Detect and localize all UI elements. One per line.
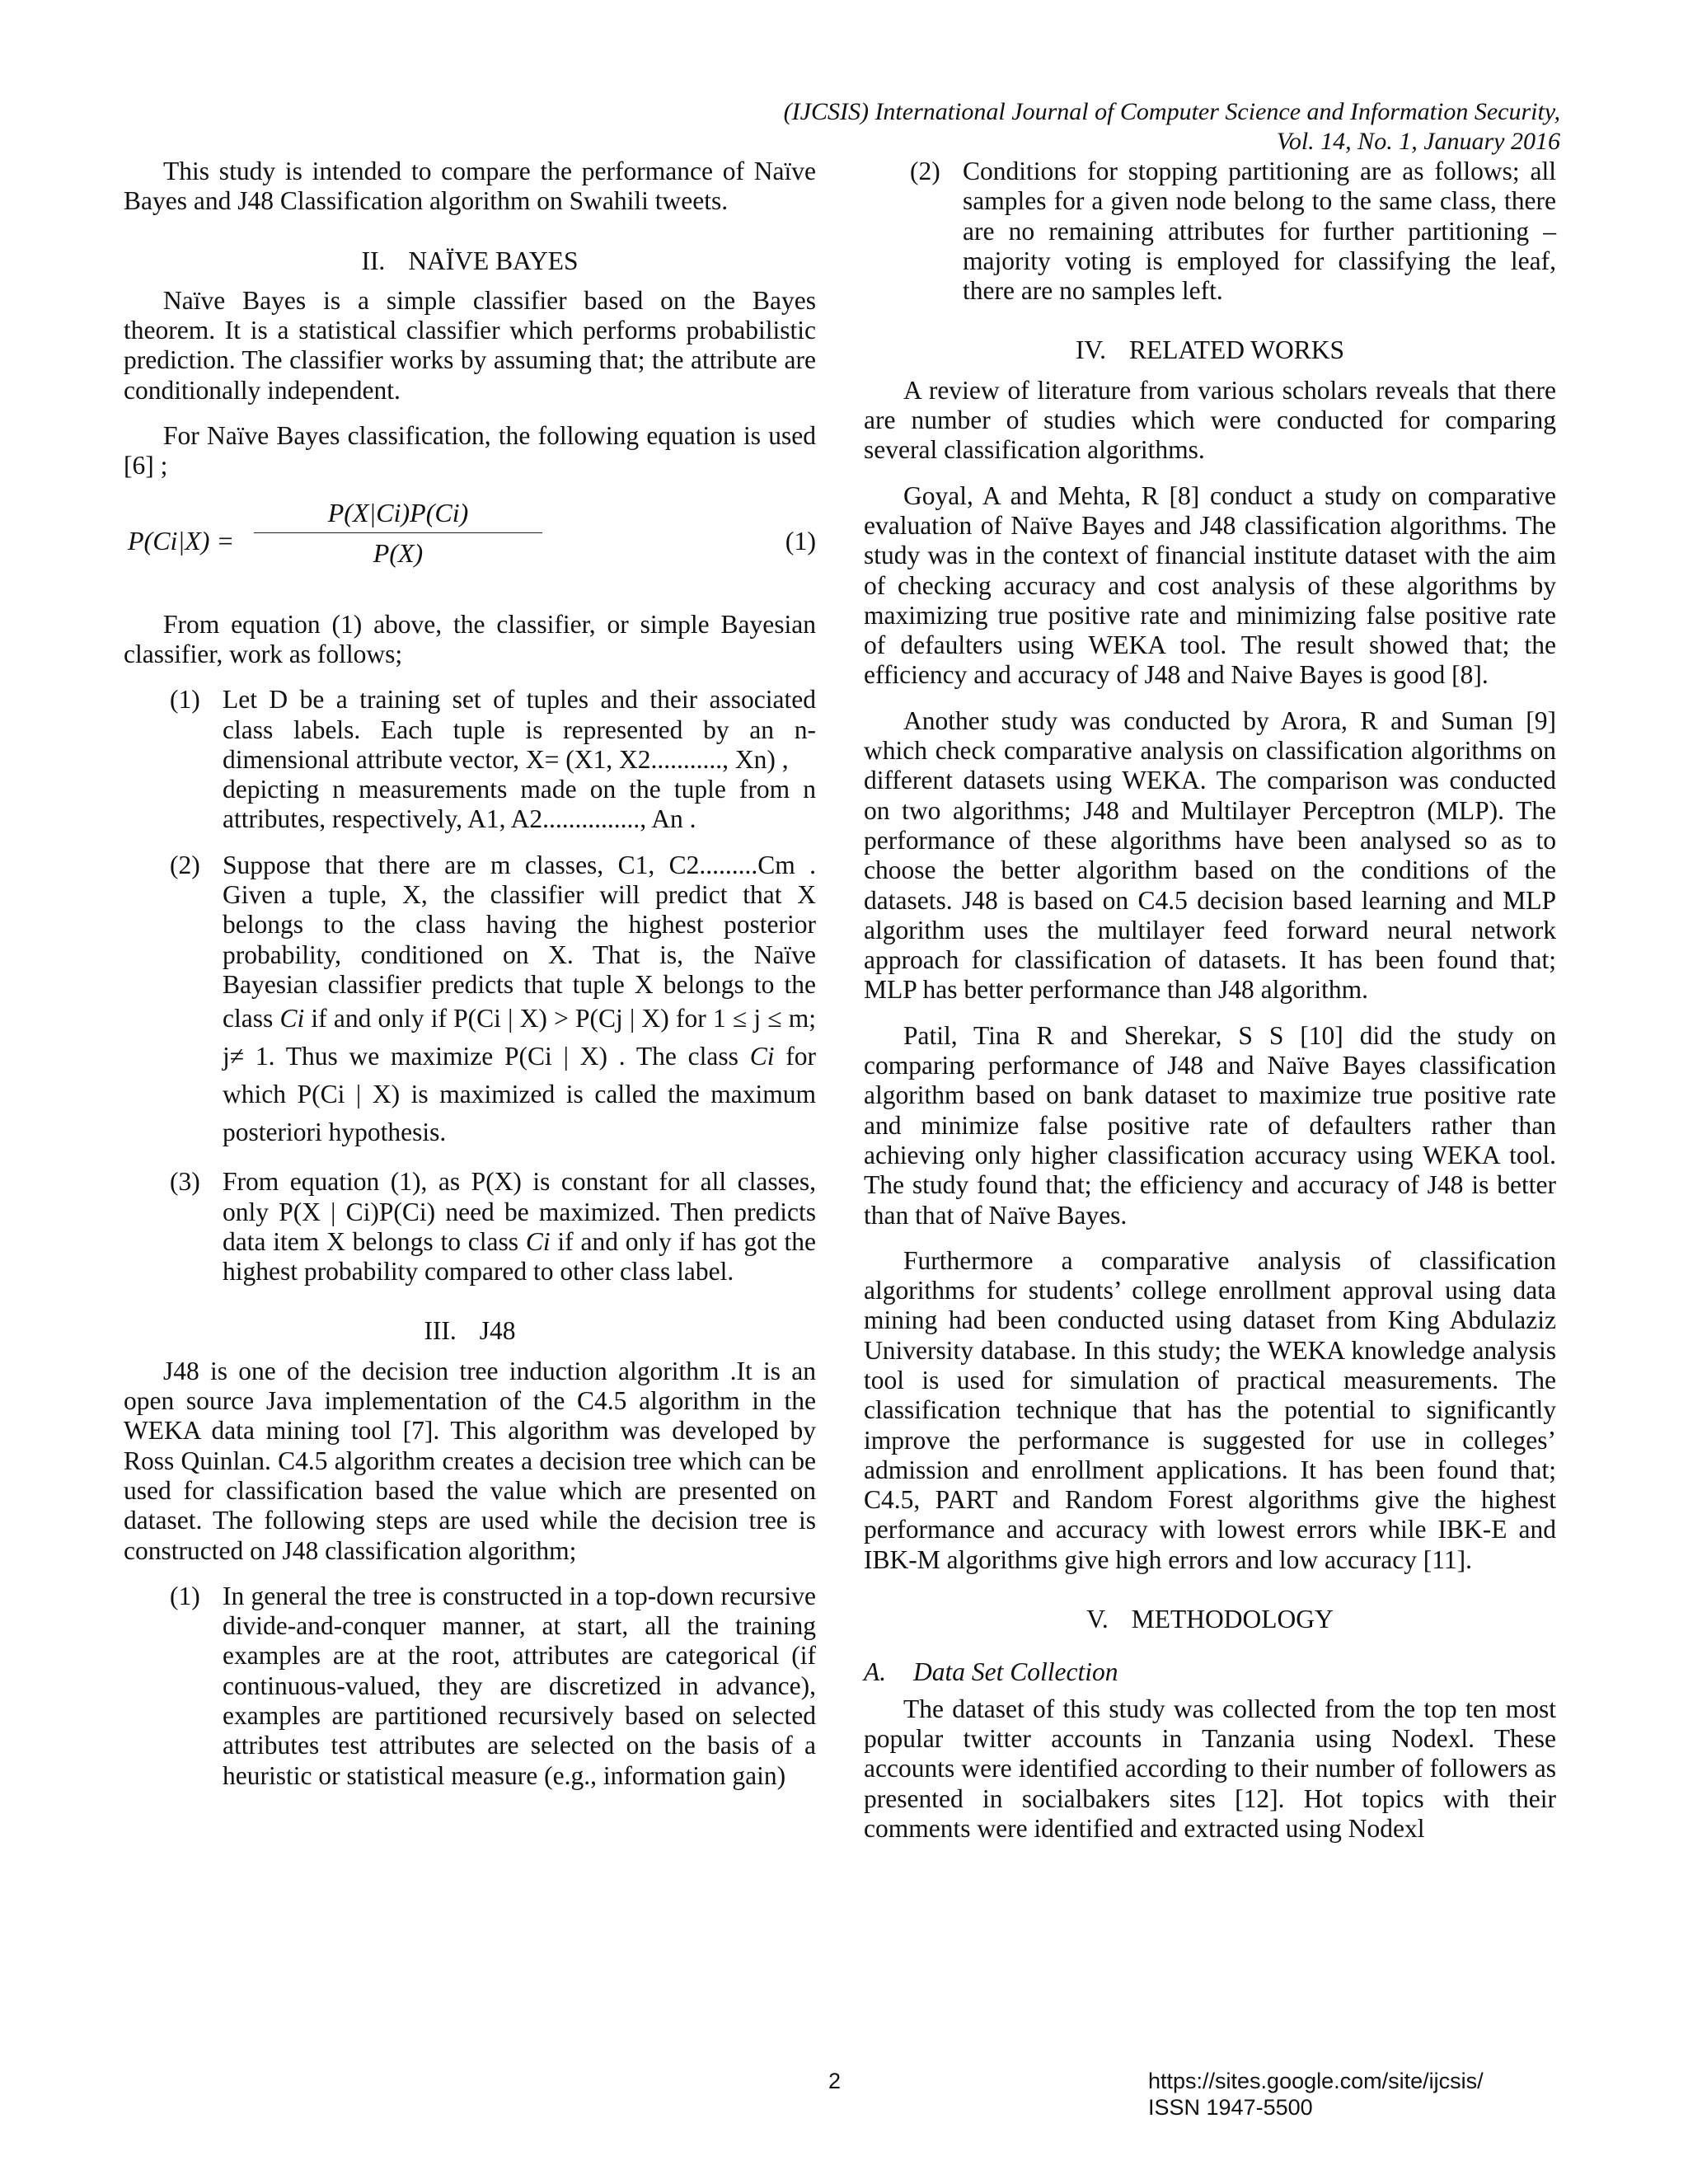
subsection-heading-data-set-collection — [864, 1657, 1556, 1687]
paragraph: For Naïve Bayes classification, the following equation is used [6] ; — [124, 421, 816, 480]
section-title: METHODOLOGY — [1131, 1605, 1334, 1634]
section-heading-related-works — [864, 335, 1556, 365]
paragraph: A review of literature from various scholars reveals that there are number of studies which were conducted for comparing several classification algorithms. — [864, 375, 1556, 465]
math-symbol: Ci — [279, 1004, 305, 1033]
list-item-text: Suppose that there are m classes, C1, C2.........Cm . Given a tuple, X, the classifier will predict that X belongs to the class having the highest posterior probability, conditioned on X. That is, the Naïve Bayesian classifier predicts that tuple X belongs to the class — [223, 850, 816, 1033]
list-item-text: if and only if P(Ci | X) > P(Cj | X) for 1 ≤ j ≤ m; j≠ 1. Thus we maximize P(Ci | X) . The class — [223, 1004, 817, 1071]
journal-volume: Vol. 14, No. 1, January 2016 — [1276, 128, 1560, 155]
right-column — [864, 157, 1556, 1844]
equation-fraction — [254, 494, 542, 569]
equation-lhs: P(Ci|X) = — [128, 525, 235, 555]
list-item-text: From equation (1), as P(X) is constant for all classes, only P(X | Ci)P(Ci) need be maximized. Then predicts data item X belongs to class — [223, 1167, 816, 1256]
issn: ISSN 1947-5500 — [1148, 2095, 1313, 2120]
subsection-title: Data Set Collection — [913, 1657, 1118, 1687]
paragraph: Naïve Bayes is a simple classifier based on the Bayes theorem. It is a statistical classifier which performs probabilistic prediction. The classifier works by assuming that; the attribute are conditionally independent. — [124, 285, 816, 405]
list-item-number: (1) — [170, 1581, 200, 1610]
subsection-label: A. — [864, 1657, 887, 1687]
intro-paragraph: This study is intended to compare the performance of Naïve Bayes and J48 Classification algorithm on Swahili tweets. — [124, 157, 816, 216]
list-item — [124, 1167, 816, 1286]
paragraph: J48 is one of the decision tree induction algorithm .It is an open source Java implementation of the C4.5 algorithm in the WEKA data mining tool [7]. This algorithm was developed by Ross Quinlan. C4.5 algorithm creates a decision tree which can be used for classification based the value which are presented on dataset. The following steps are used while the decision tree is constructed on J48 classification algorithm; — [124, 1356, 816, 1565]
paragraph: The dataset of this study was collected from the top ten most popular twitter accounts in Tanzania using Nodexl. These accounts were identified according to their number of followers as presented in socialbakers sites [12]. Hot topics with their comments were identified and extracted using Nodexl — [864, 1694, 1556, 1843]
section-title: J48 — [479, 1316, 516, 1346]
section-number: IV. — [1075, 335, 1106, 365]
math-symbol: Ci — [525, 1226, 551, 1256]
section-title: RELATED WORKS — [1129, 335, 1345, 365]
paragraph: Furthermore a comparative analysis of classification algorithms for students’ college enrollment approval using data mining had been conducted using dataset from King Abdulaziz University database. In this study; the WEKA knowledge analysis tool is used for simulation of practical measurements. The classification technique that has the potential to significantly improve the performance is suggested for use in colleges’ admission and enrollment applications. It has been found that; C4.5, PART and Random Forest algorithms give the highest performance and accuracy with lowest errors while IBK-E and IBK-M algorithms give high errors and low accuracy [11]. — [864, 1245, 1556, 1574]
section-heading-j48 — [124, 1316, 816, 1346]
list-item-text: for which P(Ci | X) is maximized is called the maximum posteriori hypothesis. — [223, 1042, 817, 1147]
section-number: II. — [361, 246, 386, 275]
list-item-number: (2) — [170, 850, 200, 879]
list-item-number: (2) — [910, 157, 940, 185]
section-number: V. — [1086, 1605, 1109, 1634]
page-number: 2 — [828, 2069, 842, 2093]
footer-info — [1148, 2068, 1484, 2121]
list-item — [124, 1582, 816, 1791]
journal-url: https://sites.google.com/site/ijcsis/ — [1148, 2069, 1484, 2093]
journal-header — [784, 97, 1560, 157]
paragraph: Patil, Tina R and Sherekar, S S [10] did the study on comparing performance of J48 and Naïve Bayes classification algorithm based on bank dataset to maximize true positive rate and minimize false positive rate of defaulters rather than achieving only higher classification accuracy using WEKA tool. The study found that; the efficiency and accuracy of J48 is better than that of Naïve Bayes. — [864, 1020, 1556, 1230]
paragraph: Goyal, A and Mehta, R [8] conduct a study on comparative evaluation of Naïve Bayes and J48 classification algorithms. The study was in the context of financial institute dataset with the aim of checking accuracy and cost analysis of these algorithms by maximizing true positive rate and minimizing false positive rate of defaulters using WEKA tool. The result showed that; the efficiency and accuracy of J48 and Naive Bayes is good [8]. — [864, 480, 1556, 690]
list-item — [124, 851, 816, 1151]
equation-number: (1) — [785, 525, 816, 555]
list-item — [864, 157, 1556, 306]
section-number: III. — [424, 1316, 457, 1346]
list-item-text: depicting n measurements made on the tuple from n attributes, respectively, A1, A2..............., An . — [223, 775, 816, 834]
naive-bayes-steps — [124, 685, 816, 1286]
j48-steps — [124, 1582, 816, 1791]
list-item-text: if and only if has got the highest probability compared to other class label. — [223, 1226, 817, 1286]
section-title: NAÏVE BAYES — [408, 246, 579, 275]
list-item-text: In general the tree is constructed in a top-down recursive divide-and-conquer manner, at start, all the training examples are at the root, attributes are categorical (if continuous-valued, they are discretized in advance), examples are partitioned recursively based on selected attributes test attributes are selected on the basis of a heuristic or statistical measure (e.g., information gain) — [223, 1581, 816, 1790]
equation-denominator: P(X) — [373, 537, 424, 568]
list-item-text: Let D be a training set of tuples and their associated class labels. Each tuple is represented by an n-dimensional attribute vector, X= (X1, X2..........., Xn) , — [223, 685, 816, 774]
paragraph: Another study was conducted by Arora, R and Suman [9] which check comparative analysis on classification algorithms on different datasets using WEKA. The comparison was conducted on two algorithms; J48 and Multilayer Perceptron (MLP). The performance of these algorithms have been analysed so as to choose the better algorithm based on the conditions of the datasets. J48 is based on C4.5 decision based learning and MLP algorithm uses the multilayer feed forward neural network approach for classification of datasets. It has been found that; MLP has better performance than J48 algorithm. — [864, 705, 1556, 1005]
list-item-number: (1) — [170, 685, 200, 715]
left-column — [124, 157, 816, 1791]
section-heading-methodology — [864, 1605, 1556, 1634]
bayes-equation — [124, 494, 816, 593]
list-item-text: Conditions for stopping partitioning are as follows; all samples for a given node belong to the same class, there are no remaining attributes for further partitioning – majority voting is employed for classifying the leaf, there are no samples left. — [963, 157, 1556, 306]
j48-steps-continued — [864, 157, 1556, 306]
equation-numerator: P(X|Ci)P(Ci) — [254, 494, 542, 533]
math-symbol: Ci — [749, 1042, 775, 1071]
list-item-number: (3) — [170, 1167, 200, 1197]
journal-title: (IJCSIS) International Journal of Computer Science and Information Security, — [783, 98, 1560, 125]
list-item — [124, 685, 816, 834]
section-heading-naive-bayes — [124, 246, 816, 276]
paragraph: From equation (1) above, the classifier, or simple Bayesian classifier, work as follows; — [124, 609, 816, 668]
